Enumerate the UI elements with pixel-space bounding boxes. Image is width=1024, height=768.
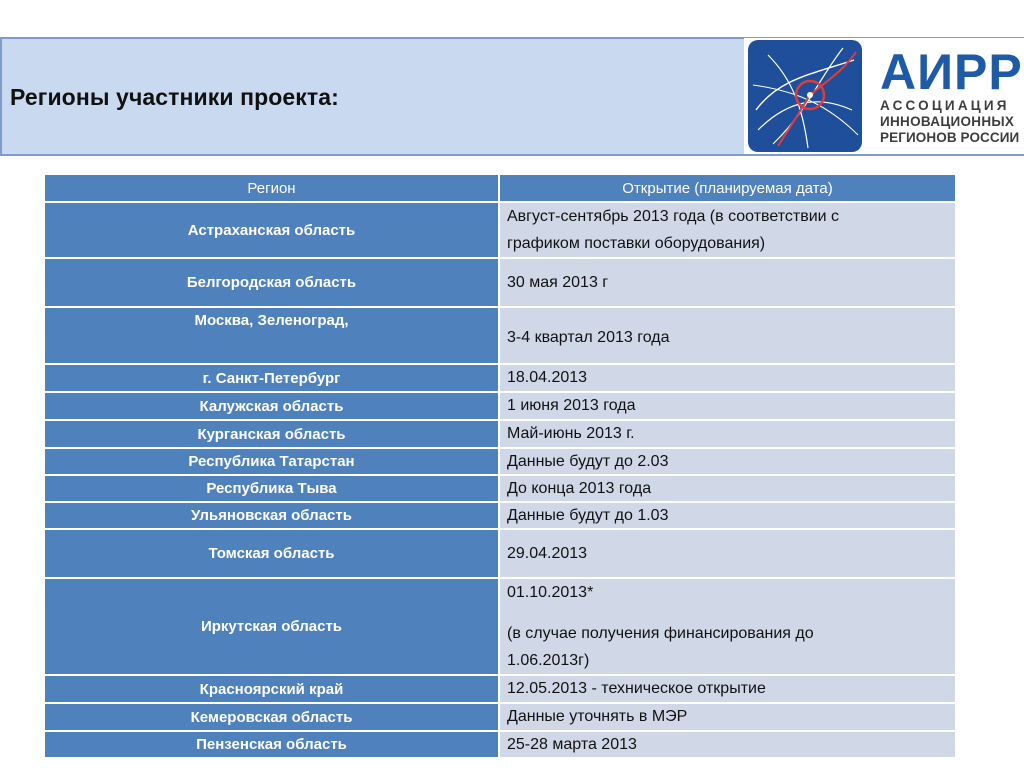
- opening-date: 30 мая 2013 г: [499, 258, 956, 307]
- opening-date: Май-июнь 2013 г.: [499, 420, 956, 448]
- opening-date: [499, 578, 956, 675]
- table-header-row: [44, 174, 956, 202]
- opening-date: Данные будут до 2.03: [499, 448, 956, 475]
- region-name: г. Санкт-Петербург: [44, 364, 499, 392]
- region-name: Пензенская область: [44, 731, 499, 758]
- column-header-opening-date: Открытие (планируемая дата): [499, 174, 956, 202]
- opening-date: 12.05.2013 - техническое открытие: [499, 675, 956, 703]
- region-name: Республика Татарстан: [44, 448, 499, 475]
- slide-title: Регионы участники проекта:: [10, 84, 339, 110]
- region-name: Ульяновская область: [44, 502, 499, 529]
- opening-date: До конца 2013 года: [499, 475, 956, 502]
- opening-date: 18.04.2013: [499, 364, 956, 392]
- region-name: Астраханская область: [44, 202, 499, 258]
- table-row: [44, 307, 956, 364]
- logo-text-line-1: АССОЦИАЦИЯ: [880, 98, 1010, 113]
- table-row: [44, 448, 956, 475]
- opening-date: Данные уточнять в МЭР: [499, 703, 956, 731]
- region-name: Томская область: [44, 529, 499, 578]
- table-row: [44, 675, 956, 703]
- region-name: Белгородская область: [44, 258, 499, 307]
- opening-date: 1 июня 2013 года: [499, 392, 956, 420]
- region-name: Республика Тыва: [44, 475, 499, 502]
- table-row: [44, 392, 956, 420]
- region-name: Кемеровская область: [44, 703, 499, 731]
- opening-date-line: 01.10.2013*: [507, 584, 594, 601]
- table-row: [44, 475, 956, 502]
- table-row: [44, 731, 956, 758]
- region-name: Москва, Зеленоград,: [44, 307, 499, 364]
- table-row: [44, 502, 956, 529]
- logo-abbreviation: АИРР: [880, 44, 1023, 100]
- opening-date: 3-4 квартал 2013 года: [499, 307, 956, 364]
- opening-date-line: 1.06.2013г): [507, 652, 590, 669]
- opening-date: 25-28 марта 2013: [499, 731, 956, 758]
- logo: [744, 38, 1024, 154]
- opening-date: Данные будут до 1.03: [499, 502, 956, 529]
- region-name: Красноярский край: [44, 675, 499, 703]
- column-header-region: Регион: [44, 174, 499, 202]
- region-name: Калужская область: [44, 392, 499, 420]
- table-row: [44, 578, 956, 675]
- opening-date: 29.04.2013: [499, 529, 956, 578]
- table-row: [44, 420, 956, 448]
- table-row: [44, 364, 956, 392]
- region-name: Курганская область: [44, 420, 499, 448]
- logo-text-line-3: РЕГИОНОВ РОССИИ: [880, 130, 1020, 145]
- table-row: [44, 258, 956, 307]
- regions-table: [43, 173, 957, 759]
- logo-text-line-2: ИННОВАЦИОННЫХ: [880, 114, 1015, 129]
- logo-emblem-icon: [748, 40, 862, 152]
- table-row: [44, 703, 956, 731]
- opening-date: [499, 202, 956, 258]
- opening-date-spacer: [507, 606, 955, 620]
- opening-date-line: графиком поставки оборудования): [507, 235, 766, 252]
- region-name: Иркутская область: [44, 578, 499, 675]
- opening-date-line: (в случае получения финансирования до: [507, 625, 814, 642]
- opening-date-line: Август-сентябрь 2013 года (в соответствии с: [507, 208, 840, 225]
- table-row: [44, 529, 956, 578]
- table-row: [44, 202, 956, 258]
